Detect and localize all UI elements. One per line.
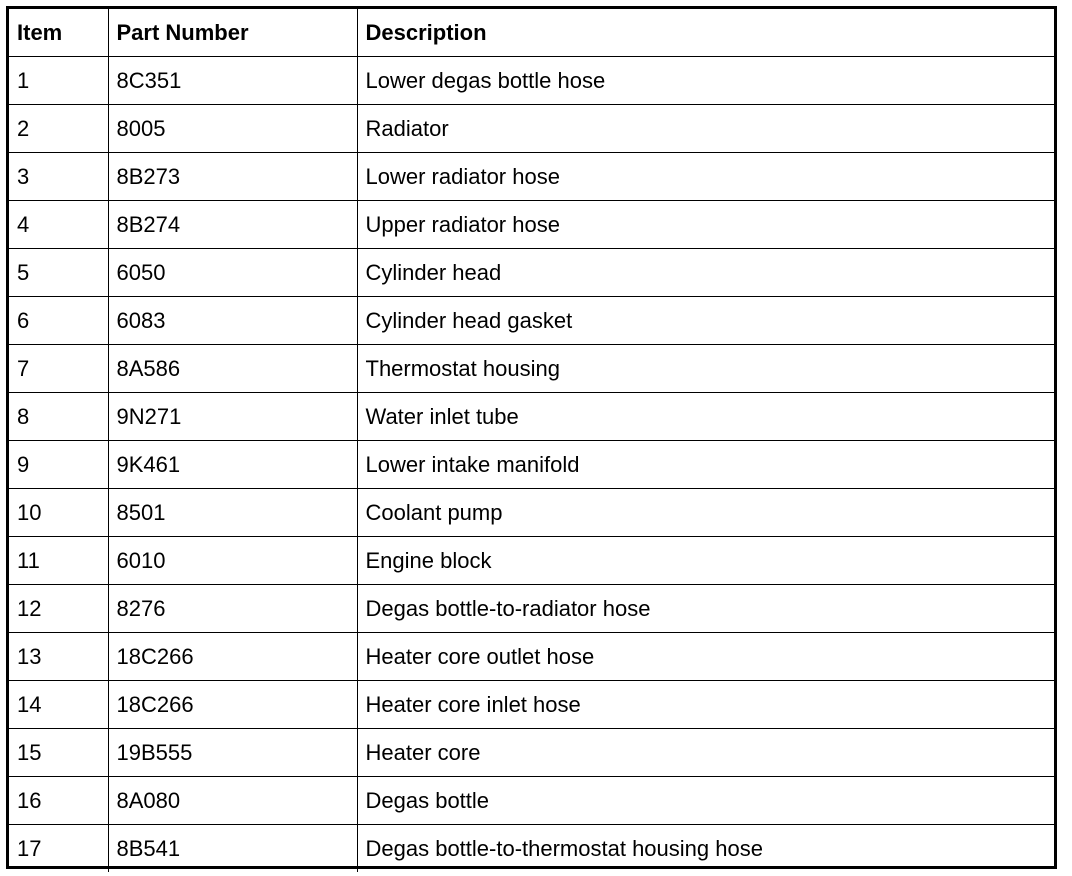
description-cell: Thermostat housing bbox=[357, 345, 1054, 393]
table-row bbox=[9, 633, 1054, 681]
part-number-cell: 8B274 bbox=[108, 201, 357, 249]
description-cell: Lower intake manifold bbox=[357, 441, 1054, 489]
item-cell: 16 bbox=[9, 777, 108, 825]
description-cell: Lower degas bottle hose bbox=[357, 57, 1054, 105]
part-number-cell: 9N271 bbox=[108, 393, 357, 441]
table-row bbox=[9, 681, 1054, 729]
table-row bbox=[9, 393, 1054, 441]
table-row bbox=[9, 57, 1054, 105]
description-cell: Coolant pump bbox=[357, 489, 1054, 537]
item-cell: 10 bbox=[9, 489, 108, 537]
table-row bbox=[9, 153, 1054, 201]
description-cell: Degas bottle-to-thermostat housing hose bbox=[357, 825, 1054, 873]
parts-table bbox=[9, 9, 1054, 872]
description-cell: Water inlet tube bbox=[357, 393, 1054, 441]
item-cell: 7 bbox=[9, 345, 108, 393]
part-number-cell: 8B541 bbox=[108, 825, 357, 873]
part-number-cell: 8005 bbox=[108, 105, 357, 153]
description-cell: Lower radiator hose bbox=[357, 153, 1054, 201]
item-cell: 6 bbox=[9, 297, 108, 345]
part-number-cell: 8276 bbox=[108, 585, 357, 633]
part-number-cell: 8C351 bbox=[108, 57, 357, 105]
column-header-description: Description bbox=[357, 9, 1054, 57]
item-cell: 3 bbox=[9, 153, 108, 201]
item-cell: 11 bbox=[9, 537, 108, 585]
table-row bbox=[9, 201, 1054, 249]
description-cell: Cylinder head bbox=[357, 249, 1054, 297]
part-number-cell: 8A586 bbox=[108, 345, 357, 393]
part-number-cell: 8501 bbox=[108, 489, 357, 537]
part-number-cell: 18C266 bbox=[108, 633, 357, 681]
item-cell: 15 bbox=[9, 729, 108, 777]
parts-table-frame bbox=[6, 6, 1057, 869]
table-row bbox=[9, 729, 1054, 777]
part-number-cell: 9K461 bbox=[108, 441, 357, 489]
part-number-cell: 8A080 bbox=[108, 777, 357, 825]
item-cell: 9 bbox=[9, 441, 108, 489]
item-cell: 5 bbox=[9, 249, 108, 297]
table-row bbox=[9, 537, 1054, 585]
item-cell: 12 bbox=[9, 585, 108, 633]
table-row bbox=[9, 825, 1054, 873]
part-number-cell: 6083 bbox=[108, 297, 357, 345]
table-row bbox=[9, 249, 1054, 297]
table-row bbox=[9, 297, 1054, 345]
part-number-cell: 19B555 bbox=[108, 729, 357, 777]
item-cell: 17 bbox=[9, 825, 108, 873]
part-number-cell: 6010 bbox=[108, 537, 357, 585]
column-header-item: Item bbox=[9, 9, 108, 57]
item-cell: 4 bbox=[9, 201, 108, 249]
item-cell: 14 bbox=[9, 681, 108, 729]
item-cell: 2 bbox=[9, 105, 108, 153]
description-cell: Heater core bbox=[357, 729, 1054, 777]
description-cell: Upper radiator hose bbox=[357, 201, 1054, 249]
table-row bbox=[9, 441, 1054, 489]
item-cell: 13 bbox=[9, 633, 108, 681]
table-header-row bbox=[9, 9, 1054, 57]
table-row bbox=[9, 345, 1054, 393]
part-number-cell: 8B273 bbox=[108, 153, 357, 201]
table-row bbox=[9, 489, 1054, 537]
table-row bbox=[9, 777, 1054, 825]
table-body bbox=[9, 57, 1054, 873]
description-cell: Degas bottle bbox=[357, 777, 1054, 825]
description-cell: Degas bottle-to-radiator hose bbox=[357, 585, 1054, 633]
column-header-part-number: Part Number bbox=[108, 9, 357, 57]
item-cell: 1 bbox=[9, 57, 108, 105]
description-cell: Heater core outlet hose bbox=[357, 633, 1054, 681]
description-cell: Engine block bbox=[357, 537, 1054, 585]
description-cell: Heater core inlet hose bbox=[357, 681, 1054, 729]
description-cell: Cylinder head gasket bbox=[357, 297, 1054, 345]
description-cell: Radiator bbox=[357, 105, 1054, 153]
part-number-cell: 18C266 bbox=[108, 681, 357, 729]
part-number-cell: 6050 bbox=[108, 249, 357, 297]
item-cell: 8 bbox=[9, 393, 108, 441]
table-row bbox=[9, 105, 1054, 153]
table-row bbox=[9, 585, 1054, 633]
